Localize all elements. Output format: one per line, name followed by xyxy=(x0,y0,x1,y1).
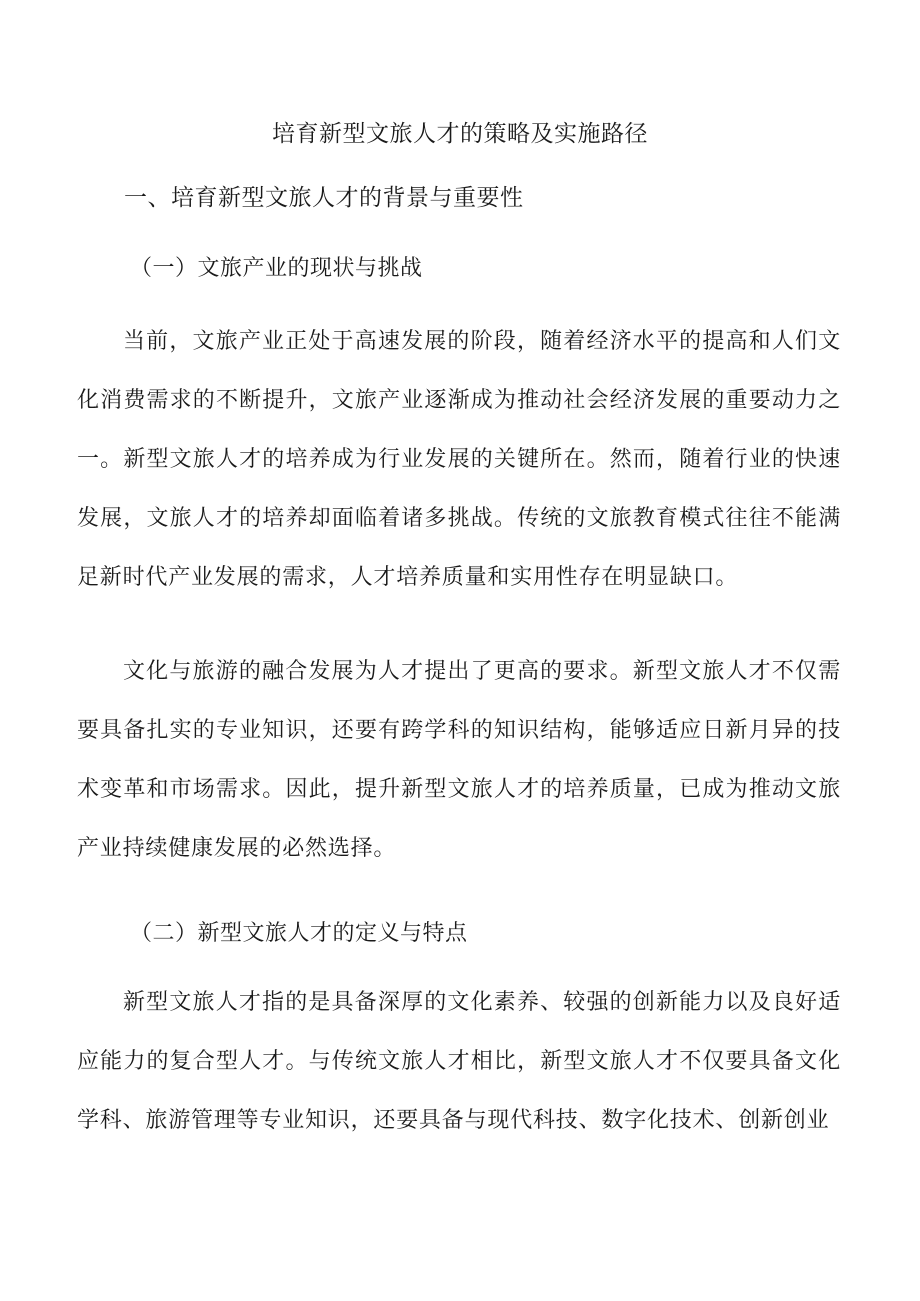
subsection-heading-2: （二）新型文旅人才的定义与特点 xyxy=(130,921,468,946)
subsection-heading-1: （一）文旅产业的现状与挑战 xyxy=(130,256,423,281)
paragraph-1: 当前，文旅产业正处于高速发展的阶段，随着经济水平的提高和人们文化消费需求的不断提升，文旅产业逐渐成为推动社会经济发展的重要动力之一。新型文旅人才的培养成为行业发展的关键所在。然而，随着行业的快速发展，文旅人才的培养却面临着诸多挑战。传统的文旅教育模式往往不能满足新时代产业发展的需求，人才培养质量和实用性存在明显缺口。 xyxy=(77,329,841,590)
paragraph-3: 新型文旅人才指的是具备深厚的文化素养、较强的创新能力以及良好适应能力的复合型人才。与传统文旅人才相比，新型文旅人才不仅要具备文化学科、旅游管理等专业知识，还要具备与现代科技、数字化技术、创新创业 xyxy=(77,990,841,1133)
section-heading-1: 一、培育新型文旅人才的背景与重要性 xyxy=(124,185,524,211)
paragraph-2: 文化与旅游的融合发展为人才提出了更高的要求。新型文旅人才不仅需要具备扎实的专业知识，还要有跨学科的知识结构，能够适应日新月异的技术变革和市场需求。因此，提升新型文旅人才的培养质量，已成为推动文旅产业持续健康发展的必然选择。 xyxy=(77,659,841,861)
document-title: 培育新型文旅人才的策略及实施路径 xyxy=(272,121,648,147)
